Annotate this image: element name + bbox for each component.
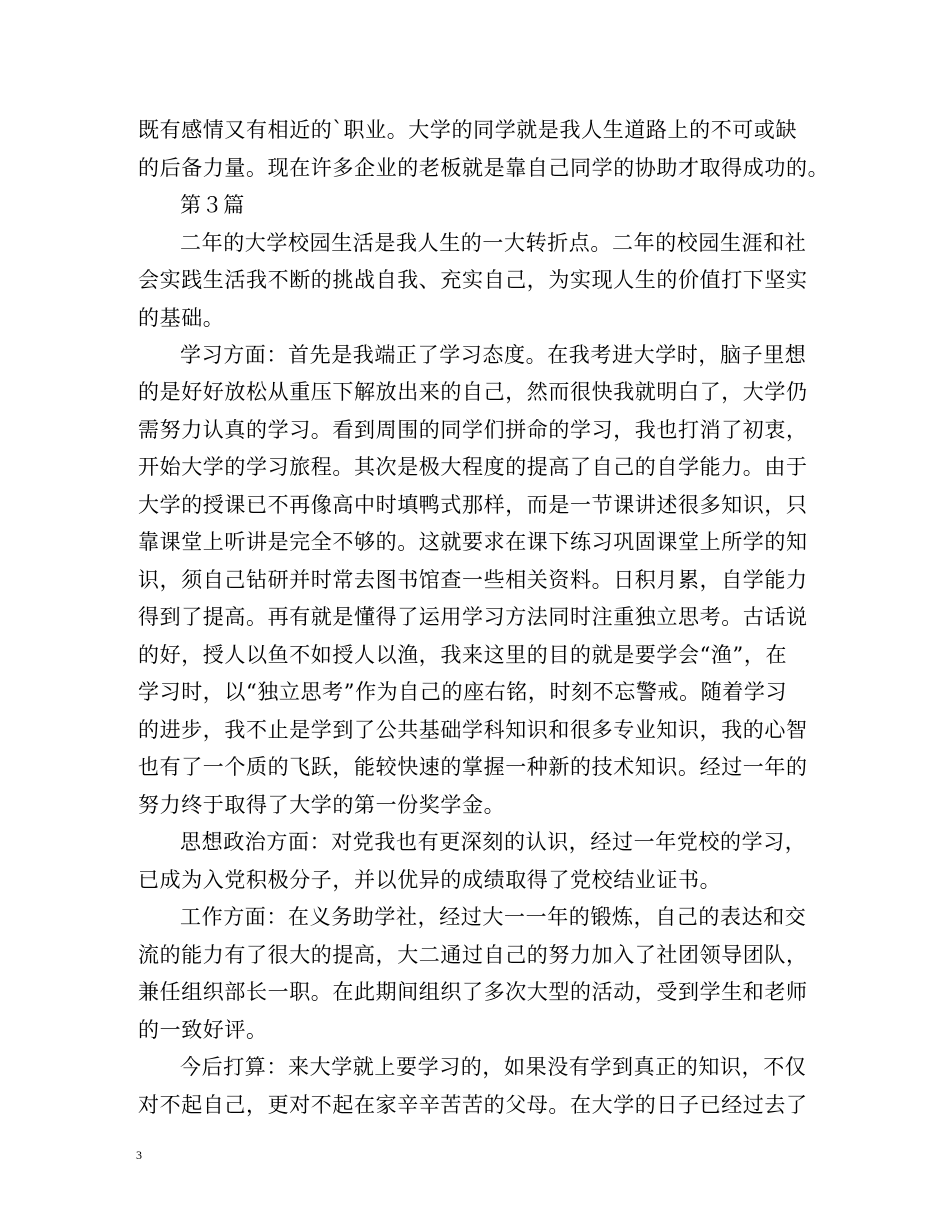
text-line: 靠课堂上听讲是完全不够的。这就要求在课下练习巩固课堂上所学的知 xyxy=(138,530,808,554)
text-line: 学习方面：首先是我端正了学习态度。在我考进大学时，脑子里想 xyxy=(180,343,807,367)
text-line: 的一致好评。 xyxy=(138,1018,268,1042)
text-line: 会实践生活我不断的挑战自我、充实自己，为实现人生的价值打下坚实 xyxy=(138,268,808,292)
text-line: 需努力认真的学习。看到周围的同学们拼命的学习，我也打消了初衷， xyxy=(138,418,808,442)
text-line: 既有感情又有相近的`职业。大学的同学就是我人生道路上的不可或缺 xyxy=(138,118,798,142)
text-line: 的基础。 xyxy=(138,306,225,330)
text-line: 工作方面：在义务助学社，经过大一一年的锻炼，自己的表达和交 xyxy=(180,905,807,929)
text-line: 学习时，以“独立思考”作为自己的座右铭，时刻不忘警戒。随着学习 xyxy=(138,680,788,704)
text-line: 得到了提高。再有就是懂得了运用学习方法同时注重独立思考。古话说 xyxy=(138,605,808,629)
text-line: 的好，授人以鱼不如授人以渔，我来这里的目的就是要学会“渔”，在 xyxy=(138,643,788,667)
text-line: 也有了一个质的飞跃，能较快速的掌握一种新的技术知识。经过一年的 xyxy=(138,755,808,779)
page-number: 3 xyxy=(136,1148,142,1162)
text-line: 流的能力有了很大的提高，大二通过自己的努力加入了社团领导团队， xyxy=(138,943,808,967)
text-line: 思想政治方面：对党我也有更深刻的认识，经过一年党校的学习， xyxy=(180,830,807,854)
text-line: 二年的大学校园生活是我人生的一大转折点。二年的校园生涯和社 xyxy=(180,231,807,255)
text-line: 兼任组织部长一职。在此期间组织了多次大型的活动，受到学生和老师 xyxy=(138,980,808,1004)
text-line: 的进步，我不止是学到了公共基础学科知识和很多专业知识，我的心智 xyxy=(138,718,808,742)
text-line: 努力终于取得了大学的第一份奖学金。 xyxy=(138,793,506,817)
text-line: 今后打算：来大学就上要学习的，如果没有学到真正的知识，不仅 xyxy=(180,1055,807,1079)
text-line: 开始大学的学习旅程。其次是极大程度的提高了自己的自学能力。由于 xyxy=(138,455,808,479)
text-line: 大学的授课已不再像高中时填鸭式那样，而是一节课讲述很多知识，只 xyxy=(138,493,808,517)
text-line: 对不起自己，更对不起在家辛辛苦苦的父母。在大学的日子已经过去了 xyxy=(138,1093,808,1117)
text-line: 已成为入党积极分子，并以优异的成绩取得了党校结业证书。 xyxy=(138,868,722,892)
text-line: 的后备力量。现在许多企业的老板就是靠自己同学的协助才取得成功的。 xyxy=(138,156,830,180)
section-heading: 第３篇 xyxy=(180,193,245,217)
text-line: 识，须自己钻研并时常去图书馆查一些相关资料。日积月累，自学能力 xyxy=(138,568,808,592)
text-line: 的是好好放松从重压下解放出来的自己，然而很快我就明白了，大学仍 xyxy=(138,380,808,404)
